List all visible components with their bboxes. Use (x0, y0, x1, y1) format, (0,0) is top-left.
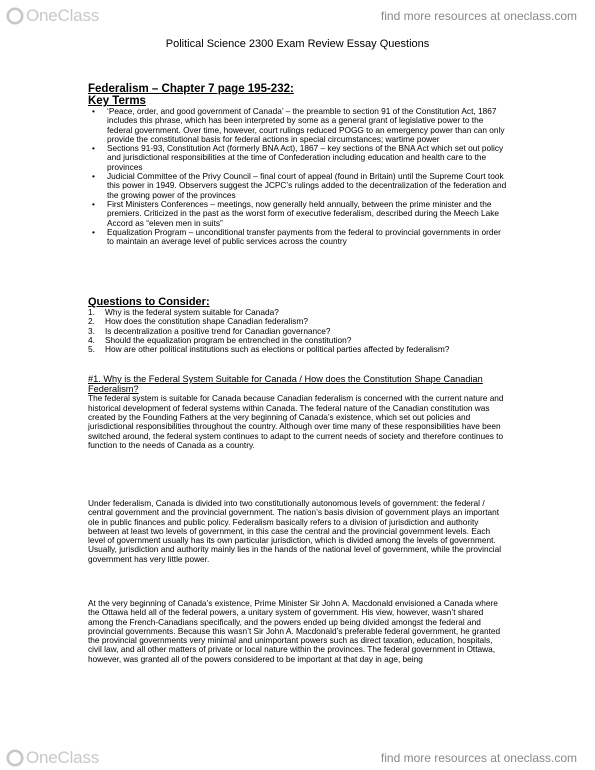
question-text: Should the equalization program be entrenched in the constitution? (105, 334, 352, 345)
question-text: How are other political institutions such as elections or political parties affected by federalism? (105, 344, 450, 355)
logo-text: OneClass (26, 6, 100, 25)
answer-section-continued (88, 599, 508, 664)
questions-heading: Questions to Consider: (88, 296, 210, 308)
key-term-item: • Sections 91-93, Constitution Act (formerly BNA Act), 1867 – key sections of the BNA Act which set out policy and jurisdictional responsibilities at the time of Confederation including education and health care to the provinces (88, 144, 508, 172)
question-number: 4. (88, 334, 95, 345)
answer-heading: #1. Why is the Federal System Suitable for Canada / How does the Constitution Shape Canadian Federalism? (88, 374, 483, 395)
logo-text: OneClass (26, 748, 100, 767)
federalism-section (88, 83, 508, 246)
question-text: Why is the federal system suitable for Canada? (105, 307, 279, 317)
bottom-banner (0, 742, 595, 770)
questions-section (88, 296, 508, 354)
key-terms-heading: Key Terms (88, 95, 146, 107)
answer-section (88, 374, 508, 450)
section-heading: Federalism – Chapter 7 page 195-232: (88, 83, 294, 95)
question-number: 1. (88, 307, 95, 317)
question-number: 5. (88, 344, 95, 355)
promo-link[interactable]: find more resources at oneclass.com (380, 751, 577, 765)
question-text: Is decentralization a positive trend for Canadian governance? (105, 325, 331, 336)
key-term-item: • First Ministers Conferences – meetings, now generally held annually, between the prime minister and the premiers. Criticized in the past as the worst form of executive federalism, described during the Meech Lake Accord as “eleven men in suits” (88, 200, 508, 228)
document-title: Political Science 2300 Exam Review Essay Questions (165, 38, 430, 50)
oneclass-logo-icon (6, 749, 24, 767)
question-text: How does the constitution shape Canadian federalism? (105, 316, 308, 327)
key-term-item: • Equalization Program – unconditional transfer payments from the federal to provincial governments in order to maintain an average level of public services across the country (88, 228, 508, 247)
key-terms-list (88, 107, 508, 246)
body-paragraph: Under federalism, Canada is divided into two constitutionally autonomous levels of government: the federal / central government and the provincial government. The nation’s basis division of government plays an important ole in public finances and public policy. Federalism basically refers to a division of jurisdiction and authority between at least two levels of government, in this case the central and the provincial government levels. Each level of government usually has its own particular jurisdiction, which is divided among the levels of government. Usually, jurisdiction and authority mainly lies in the hands of the national level of government, while the provincial government has very little power. (88, 498, 502, 564)
top-banner (0, 0, 595, 34)
body-paragraph: At the very beginning of Canada’s existence, Prime Minister Sir John A. Macdonald envisioned a Canada where the Ottawa held all of the federal powers, a unitary system of government. His view, however, wasn’t shared among the French-Canadians specifically, and the powers ended up being divided amongst the federal and provincial governments. Because this wasn’t Sir John A. Macdonald’s preferable federal government, he granted the provincial governments very minimal and unimportant powers such as direct taxation, education, hospitals, civil law, and all other matters of private or local nature within the provinces. The federal government in Ottawa, however, was granted all of the powers considered to be important at that day in age, being (88, 598, 501, 664)
question-number: 3. (88, 325, 95, 336)
oneclass-logo-icon (6, 7, 24, 25)
key-term-item: • ‘Peace, order, and good government of Canada’ – the preamble to section 91 of the Constitution Act, 1867 includes this phrase, which has been interpreted by some as a general grant of legislative power to the federal government. Over time, however, court rulings reduced POGG to an emergency power than can only provide the constitutional basis for federal actions in special circumstances; wartime power (88, 107, 508, 144)
questions-list (88, 308, 508, 354)
question-number: 2. (88, 316, 95, 327)
answer-section-continued (88, 499, 508, 564)
oneclass-logo[interactable] (6, 6, 99, 26)
key-term-item: • Judicial Committee of the Privy Council – final court of appeal (found in Britain) until the Supreme Court took this power in 1949. Observers suggest the JCPC’s rulings added to the decentralization of the federation and the growing power of the provinces (88, 172, 508, 200)
question-item (88, 345, 508, 354)
oneclass-logo[interactable] (6, 748, 99, 768)
promo-link[interactable]: find more resources at oneclass.com (380, 9, 577, 23)
body-paragraph: The federal system is suitable for Canada because Canadian federalism is concerned with the current nature and historical development of federal systems within Canada. The federal nature of the Canadian constitution was created by the Founding Fathers at the very beginning of Canada’s existence, which set out policies and jurisdictional responsibilities throughout the country. Although over time many of these responsibilities have been switched around, the federal system continues to adapt to the current needs of society and therefore continues to function to the needs of Canada as a country. (88, 393, 504, 450)
